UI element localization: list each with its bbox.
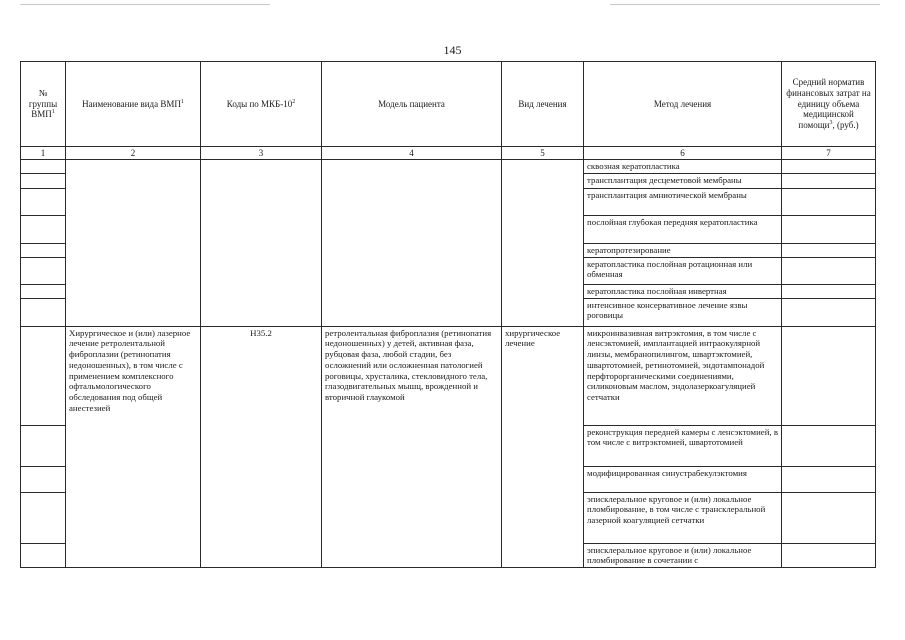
vmp-table (20, 61, 876, 568)
cost-cell (782, 543, 876, 567)
icd-codes-cell-empty (201, 160, 322, 327)
cost-cell (782, 160, 876, 174)
treatment-method-cell: эписклеральное круговое и (или) локальное пломбирование в сочетании с (584, 543, 782, 567)
header-treatment-method: Метод лечения (584, 62, 782, 147)
header-vmp-name-sup: 1 (180, 98, 184, 105)
header-cost-standard-tail: , (руб.) (832, 120, 859, 131)
top-line-left (20, 4, 270, 5)
page-number: 145 (443, 43, 462, 57)
treatment-type-cell: хирургическое лечение (502, 326, 584, 567)
header-group-number-text: № группы ВМП (28, 87, 58, 120)
treatment-method-cell: эписклеральное круговое и (или) локальное пломбирование, в том числе с трансклеральной лазерной коагуляцией сетчатки (584, 492, 782, 543)
group-cell (21, 298, 66, 326)
cost-cell (782, 257, 876, 284)
treatment-method-cell: кератопластика послойная ротационная или обменная (584, 257, 782, 284)
group-cell (21, 216, 66, 244)
cost-cell (782, 189, 876, 216)
patient-model-cell-empty (322, 160, 502, 327)
table-row (21, 326, 876, 425)
icd-codes-cell: H35.2 (201, 326, 322, 567)
column-number: 3 (201, 147, 322, 160)
treatment-method-cell: модифицированная синустрабекулэктомия (584, 466, 782, 492)
header-row (21, 62, 876, 147)
treatment-method-cell: микроинвазивная витрэктомия, в том числе с ленсэктомией, имплантацией интраокулярной линзы, мембранопилингом, швартэктомией, швартотомией, ретинотомией, эндотампонадой перфторорганическими соединениями, силиконовым маслом, эндолазеркоагуляцией сетчатки (584, 326, 782, 425)
treatment-method-cell: трансплантация амниотической мембраны (584, 189, 782, 216)
top-line-right (610, 4, 880, 5)
header-icd-codes (201, 62, 322, 147)
group-cell (21, 189, 66, 216)
header-group-number (21, 62, 66, 147)
column-number: 2 (66, 147, 201, 160)
column-number: 7 (782, 147, 876, 160)
header-group-number-sup: 1 (51, 109, 55, 116)
cost-cell (782, 425, 876, 466)
treatment-method-cell: интенсивное консервативное лечение язвы роговицы (584, 298, 782, 326)
group-cell (21, 174, 66, 189)
treatment-method-cell: кератопластика послойная инвертная (584, 284, 782, 298)
treatment-method-cell: сквозная кератопластика (584, 160, 782, 174)
table-row (21, 160, 876, 174)
cost-cell (782, 284, 876, 298)
group-cell (21, 257, 66, 284)
cost-cell (782, 244, 876, 258)
header-cost-standard-sup: 3 (829, 120, 833, 127)
cost-cell (782, 174, 876, 189)
cost-cell (782, 492, 876, 543)
group-cell (21, 244, 66, 258)
group-cell (21, 543, 66, 567)
cost-cell (782, 466, 876, 492)
group-cell (21, 160, 66, 174)
header-icd-codes-sup: 2 (292, 98, 296, 105)
treatment-method-cell: реконструкция передней камеры с ленсэктомией, в том числе с витрэктомией, швартотомией (584, 425, 782, 466)
group-cell (21, 466, 66, 492)
column-number: 1 (21, 147, 66, 160)
header-icd-codes-text: Коды по МКБ-10 (226, 98, 293, 109)
vmp-name-cell-empty (66, 160, 201, 327)
header-vmp-name (66, 62, 201, 147)
column-number: 5 (502, 147, 584, 160)
header-patient-model: Модель пациента (322, 62, 502, 147)
header-cost-standard-text: Средний норматив финансовых затрат на единицу объема медицинской помощи (786, 77, 871, 131)
cost-cell (782, 298, 876, 326)
vmp-name-cell: Хирургическое и (или) лазерное лечение ретролентальной фиброплазии (ретинопатия недоношенных), в том числе с применением комплексного офтальмологического обследования под общей анестезией (66, 326, 201, 567)
treatment-method-cell: послойная глубокая передняя кератопластика (584, 216, 782, 244)
group-cell (21, 492, 66, 543)
treatment-type-cell-empty (502, 160, 584, 327)
group-cell (21, 425, 66, 466)
column-number: 4 (322, 147, 502, 160)
treatment-method-cell: кератопротезирование (584, 244, 782, 258)
header-vmp-name-text: Наименование вида ВМП (82, 98, 181, 109)
cost-cell (782, 326, 876, 425)
cost-cell (782, 216, 876, 244)
treatment-method-cell: трансплантация десцеметовой мембраны (584, 174, 782, 189)
group-cell (21, 284, 66, 298)
group-cell (21, 326, 66, 425)
patient-model-cell: ретролентальная фиброплазия (ретинопатия недоношенных) у детей, активная фаза, рубцовая фаза, любой стадии, без осложнений или осложненная патологией роговицы, хрусталика, стекловидного тела, глазодвигательных мышц, врожденной и вторичной глаукомой (322, 326, 502, 567)
column-number-row (21, 147, 876, 160)
column-number: 6 (584, 147, 782, 160)
header-cost-standard (782, 62, 876, 147)
header-treatment-type: Вид лечения (502, 62, 584, 147)
